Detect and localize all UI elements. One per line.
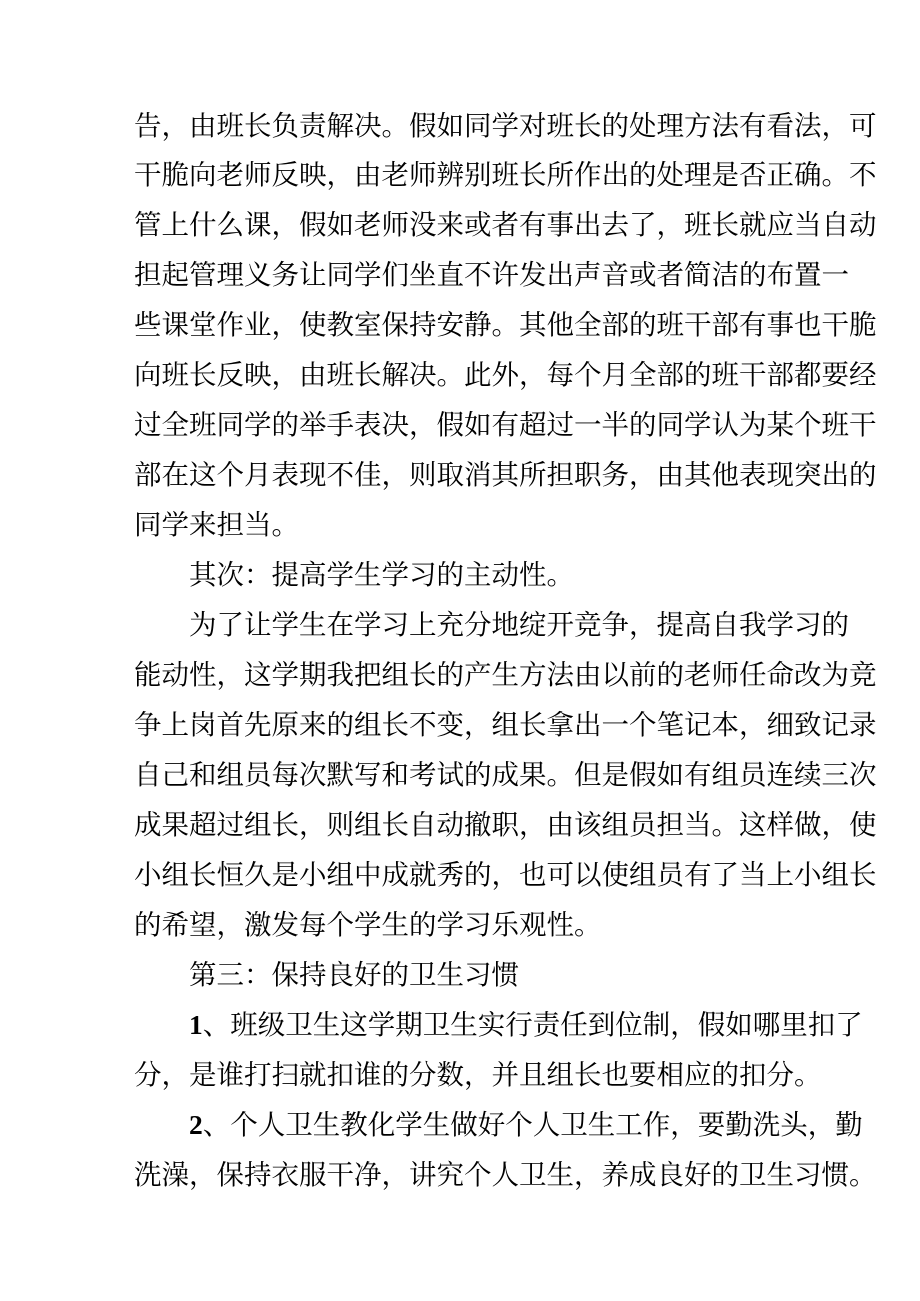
paragraph-line: 些课堂作业，使教室保持安静。其他全部的班干部有事也干脆	[134, 309, 877, 341]
paragraph-line: 管上什么课，假如老师没来或者有事出去了，班长就应当自动	[134, 209, 877, 241]
paragraph-line: 小组长恒久是小组中成就秀的，也可以使组员有了当上小组长	[134, 859, 877, 891]
item-number: 1	[189, 1009, 203, 1040]
list-item-line	[189, 1105, 863, 1145]
section-heading: 其次：提高学生学习的主动性。	[189, 559, 574, 591]
item-number: 2	[189, 1109, 203, 1140]
paragraph-line: 能动性，这学期我把组长的产生方法由以前的老师任命改为竞	[134, 659, 877, 691]
paragraph-line: 洗澡，保持衣服干净，讲究个人卫生，养成良好的卫生习惯。	[134, 1159, 877, 1191]
paragraph-line: 部在这个月表现不佳，则取消其所担职务，由其他表现突出的	[134, 459, 877, 491]
list-item-line	[189, 1005, 863, 1045]
section-heading: 第三：保持良好的卫生习惯	[189, 959, 519, 991]
paragraph-line: 过全班同学的举手表决，假如有超过一半的同学认为某个班干	[134, 409, 877, 441]
paragraph-line: 同学来担当。	[134, 509, 299, 541]
paragraph-line: 为了让学生在学习上充分地绽开竞争，提高自我学习的	[189, 609, 849, 641]
paragraph-line: 成果超过组长，则组长自动撤职，由该组员担当。这样做，使	[134, 809, 877, 841]
paragraph-line: 自己和组员每次默写和考试的成果。但是假如有组员连续三次	[134, 759, 877, 791]
paragraph-line: 争上岗首先原来的组长不变，组长拿出一个笔记本，细致记录	[134, 709, 877, 741]
item-text: 、班级卫生这学期卫生实行责任到位制，假如哪里扣了	[202, 1009, 863, 1041]
paragraph-line: 的希望，激发每个学生的学习乐观性。	[134, 909, 602, 941]
paragraph-line: 干脆向老师反映，由老师辨别班长所作出的处理是否正确。不	[134, 159, 877, 191]
item-text: 、个人卫生教化学生做好个人卫生工作，要勤洗头，勤	[202, 1109, 863, 1141]
paragraph-line: 向班长反映，由班长解决。此外，每个月全部的班干部都要经	[134, 359, 877, 391]
paragraph-line: 告，由班长负责解决。假如同学对班长的处理方法有看法，可	[134, 110, 877, 142]
paragraph-line: 担起管理义务让同学们坐直不许发出声音或者简洁的布置一	[134, 259, 849, 291]
paragraph-line: 分，是谁打扫就扣谁的分数，并且组长也要相应的扣分。	[134, 1059, 822, 1091]
